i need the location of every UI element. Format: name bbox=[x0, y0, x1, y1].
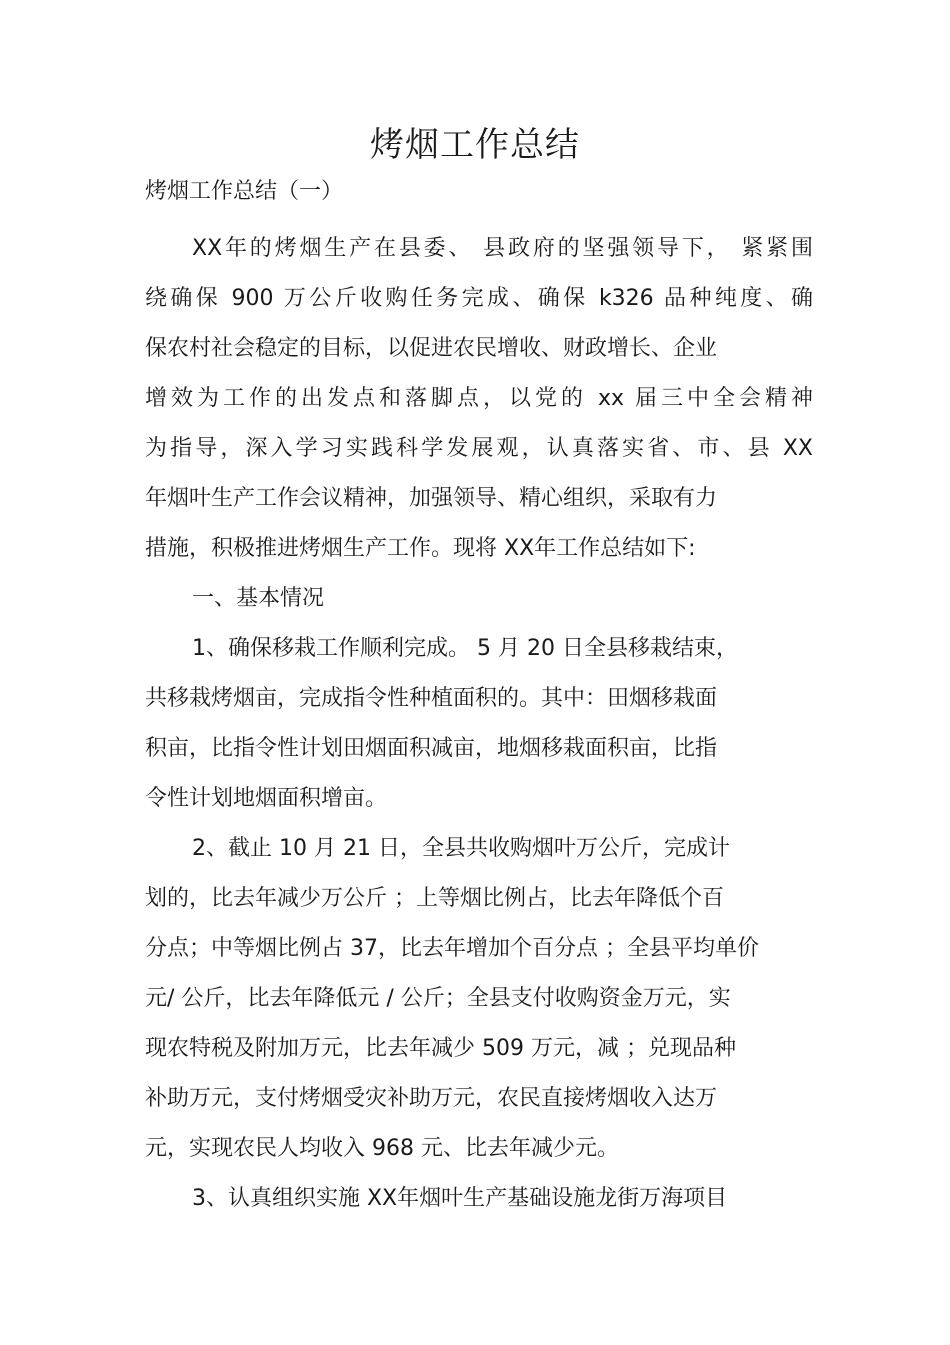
paragraph-line: 元，实现农民人均收入 968 元、比去年减少元。 bbox=[145, 1136, 619, 1161]
paragraph-line: 2、截止 10 月 21 日，全县共收购烟叶万公斤，完成计 bbox=[192, 836, 730, 861]
paragraph-line: 令性计划地烟面积增亩。 bbox=[145, 786, 388, 811]
paragraph-line: 3、认真组织实施 XX年烟叶生产基础设施龙街万海项目 bbox=[192, 1186, 728, 1211]
section-heading: 一、基本情况 bbox=[192, 586, 325, 611]
paragraph-line: 积亩，比指令性计划田烟面积减亩，地烟移栽面积亩，比指 bbox=[145, 736, 718, 761]
paragraph-line: 保农村社会稳定的目标，以促进农民增收、财政增长、企业 bbox=[145, 336, 718, 361]
paragraph-line: 划的，比去年减少万公斤 ；上等烟比例占，比去年降低个百 bbox=[145, 886, 724, 911]
paragraph-line: 年烟叶生产工作会议精神，加强领导、精心组织，采取有力 bbox=[145, 486, 718, 511]
paragraph-line: XX年的烤烟生产在县委、 县政府的坚强领导下， 紧紧围 bbox=[192, 236, 813, 261]
paragraph-line: 1、确保移栽工作顺利完成。 5 月 20 日全县移栽结束， bbox=[192, 636, 738, 661]
paragraph-line: 元/ 公斤，比去年降低元 / 公斤；全县支付收购资金万元，实 bbox=[145, 986, 731, 1011]
paragraph-line: 为指导，深入学习实践科学发展观，认真落实省、市、县 XX bbox=[145, 436, 813, 461]
paragraph-line: 措施，积极推进烤烟生产工作。现将 XX年工作总结如下: bbox=[145, 536, 696, 561]
paragraph-line: 现农特税及附加万元，比去年减少 509 万元，减 ；兑现品种 bbox=[145, 1036, 736, 1061]
paragraph-line: 补助万元，支付烤烟受灾补助万元，农民直接烤烟收入达万 bbox=[145, 1086, 718, 1111]
paragraph-line: 绕确保 900 万公斤收购任务完成、确保 k326 品种纯度、确 bbox=[145, 286, 813, 311]
document-title: 烤烟工作总结 bbox=[370, 125, 580, 165]
paragraph-line: 共移栽烤烟亩，完成指令性种植面积的。其中：田烟移栽面 bbox=[145, 686, 718, 711]
paragraph-line: 分点；中等烟比例占 37，比去年增加个百分点 ；全县平均单价 bbox=[145, 936, 759, 961]
document-subtitle: 烤烟工作总结（一） bbox=[145, 179, 344, 204]
paragraph-line: 增效为工作的出发点和落脚点，以党的 xx 届三中全会精神 bbox=[145, 386, 813, 411]
document-body bbox=[145, 224, 825, 1224]
